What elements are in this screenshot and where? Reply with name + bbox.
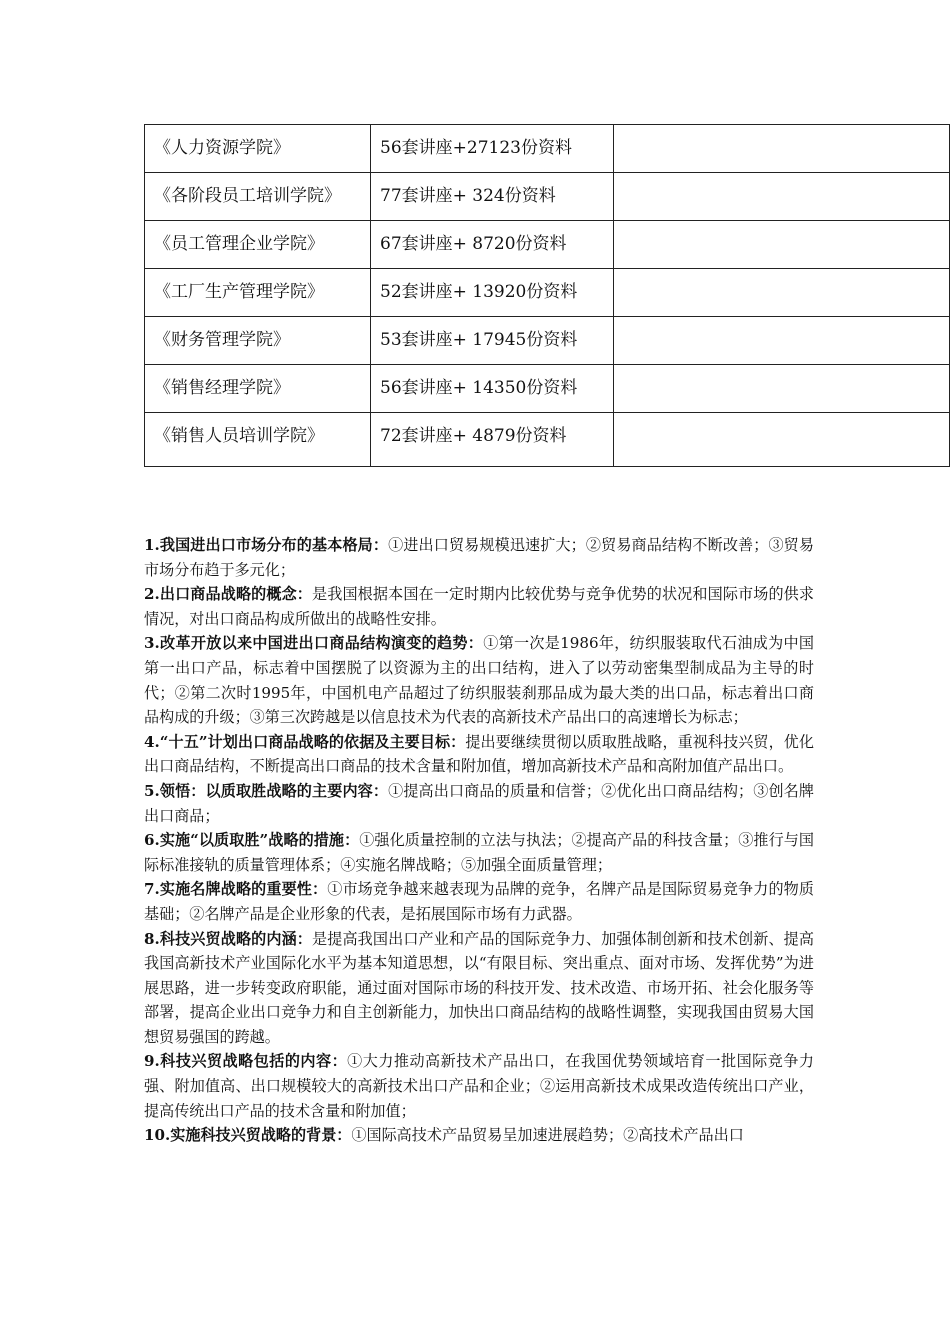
table-row (145, 125, 950, 173)
note-term: 2.出口商品战略的概念： (144, 585, 313, 604)
study-notes (144, 533, 814, 1148)
note-paragraph (144, 1123, 814, 1148)
note-term: 3.改革开放以来中国进出口商品结构演变的趋势： (144, 634, 484, 653)
note-paragraph (144, 877, 814, 926)
note-term: 9.科技兴贸战略包括的内容： (144, 1052, 348, 1071)
note-paragraph (144, 631, 814, 729)
note-paragraph (144, 779, 814, 828)
college-name-cell: 《销售人员培训学院》 (145, 413, 371, 467)
note-text: ①提高出口商品的质量和信誉；②优化出口商品结构；③创名牌出口商品； (144, 781, 814, 825)
note-text: 提出要继续贯彻以质取胜战略，重视科技兴贸，优化出口商品结构，不断提高出口商品的技术含量和附加值，增加高新技术产品和高附加值产品出口。 (144, 732, 814, 776)
note-paragraph (144, 1049, 814, 1123)
college-note-cell (614, 365, 950, 413)
college-name-cell: 《人力资源学院》 (145, 125, 371, 173)
table-row (145, 365, 950, 413)
college-name-cell: 《工厂生产管理学院》 (145, 269, 371, 317)
college-name-cell: 《员工管理企业学院》 (145, 221, 371, 269)
college-name-cell: 《销售经理学院》 (145, 365, 371, 413)
note-text: 是提高我国出口产业和产品的国际竞争力、加强体制创新和技术创新、提高我国高新技术产业国际化水平为基本知道思想，以“有限目标、突出重点、面对市场、发挥优势”为进展思路，进一步转变政府职能，通过面对国际市场的科技开发、技术改造、市场开拓、社会化服务等部署，提高企业出口竞争力和自主创新能力，加快出口商品结构的战略性调整，实现我国由贸易大国想贸易强国的跨越。 (144, 929, 814, 1046)
catalog-table (144, 124, 950, 467)
college-note-cell (614, 173, 950, 221)
note-paragraph (144, 730, 814, 779)
college-content-cell: 56套讲座+27123份资料 (371, 125, 614, 173)
note-paragraph (144, 828, 814, 877)
note-term: 1.我国进出口市场分布的基本格局： (144, 536, 389, 554)
college-content-cell: 77套讲座+ 324份资料 (371, 173, 614, 221)
college-note-cell (614, 125, 950, 173)
note-term: 4.“十五”计划出口商品战略的依据及主要目标： (144, 732, 466, 751)
college-name-cell: 《财务管理学院》 (145, 317, 371, 365)
note-paragraph (144, 927, 814, 1050)
college-content-cell: 56套讲座+ 14350份资料 (371, 365, 614, 413)
table-row (145, 317, 950, 365)
college-name-cell: 《各阶段员工培训学院》 (145, 173, 371, 221)
note-text: 是我国根据本国在一定时期内比较优势与竞争优势的状况和国际市场的供求情况，对出口商品构成所做出的战略性安排。 (144, 585, 814, 628)
note-text: ①强化质量控制的立法与执法；②提高产品的科技含量；③推行与国际标准接轨的质量管理体系；④实施名牌战略；⑤加强全面质量管理； (144, 831, 814, 874)
college-note-cell (614, 413, 950, 467)
college-note-cell (614, 317, 950, 365)
college-content-cell: 53套讲座+ 17945份资料 (371, 317, 614, 365)
college-note-cell (614, 269, 950, 317)
note-term: 8.科技兴贸战略的内涵： (144, 929, 313, 948)
table-row (145, 221, 950, 269)
note-term: 5.领悟：以质取胜战略的主要内容： (144, 781, 389, 800)
note-term: 7.实施名牌战略的重要性： (144, 880, 328, 899)
college-content-cell: 67套讲座+ 8720份资料 (371, 221, 614, 269)
college-content-cell: 72套讲座+ 4879份资料 (371, 413, 614, 467)
note-text: ①国际高技术产品贸易呈加速进展趋势；②高技术产品出口 (351, 1126, 744, 1145)
table-row (145, 413, 950, 467)
note-term: 10.实施科技兴贸战略的背景： (144, 1126, 352, 1145)
college-content-cell: 52套讲座+ 13920份资料 (371, 269, 614, 317)
note-paragraph (144, 582, 814, 631)
note-text: ①第一次是1986年，纺织服装取代石油成为中国第一出口产品，标志着中国摆脱了以资源为主的出口结构，进入了以劳动密集型制成品为主导的时代；②第二次时1995年，中国机电产品超过了纺织服装刹那品成为最大类的出口品，标志着出口商品构成的升级；③第三次跨越是以信息技术为代表的高新技术产品出口的高速增长为标志； (144, 634, 814, 727)
table-row (145, 269, 950, 317)
table-row (145, 173, 950, 221)
note-text: ①大力推动高新技术产品出口，在我国优势领域培育一批国际竞争力强、附加值高、出口规模较大的高新技术出口产品和企业；②运用高新技术成果改造传统出口产业，提高传统出口产品的技术含量和附加值； (144, 1052, 814, 1120)
note-text: ①市场竞争越来越表现为品牌的竞争，名牌产品是国际贸易竞争力的物质基础；②名牌产品是企业形象的代表，是拓展国际市场有力武器。 (144, 880, 814, 923)
note-paragraph (144, 533, 814, 582)
college-note-cell (614, 221, 950, 269)
note-text: ①进出口贸易规模迅速扩大；②贸易商品结构不断改善；③贸易市场分布趋于多元化； (144, 536, 814, 579)
note-term: 6.实施“以质取胜”战略的措施： (144, 831, 360, 850)
